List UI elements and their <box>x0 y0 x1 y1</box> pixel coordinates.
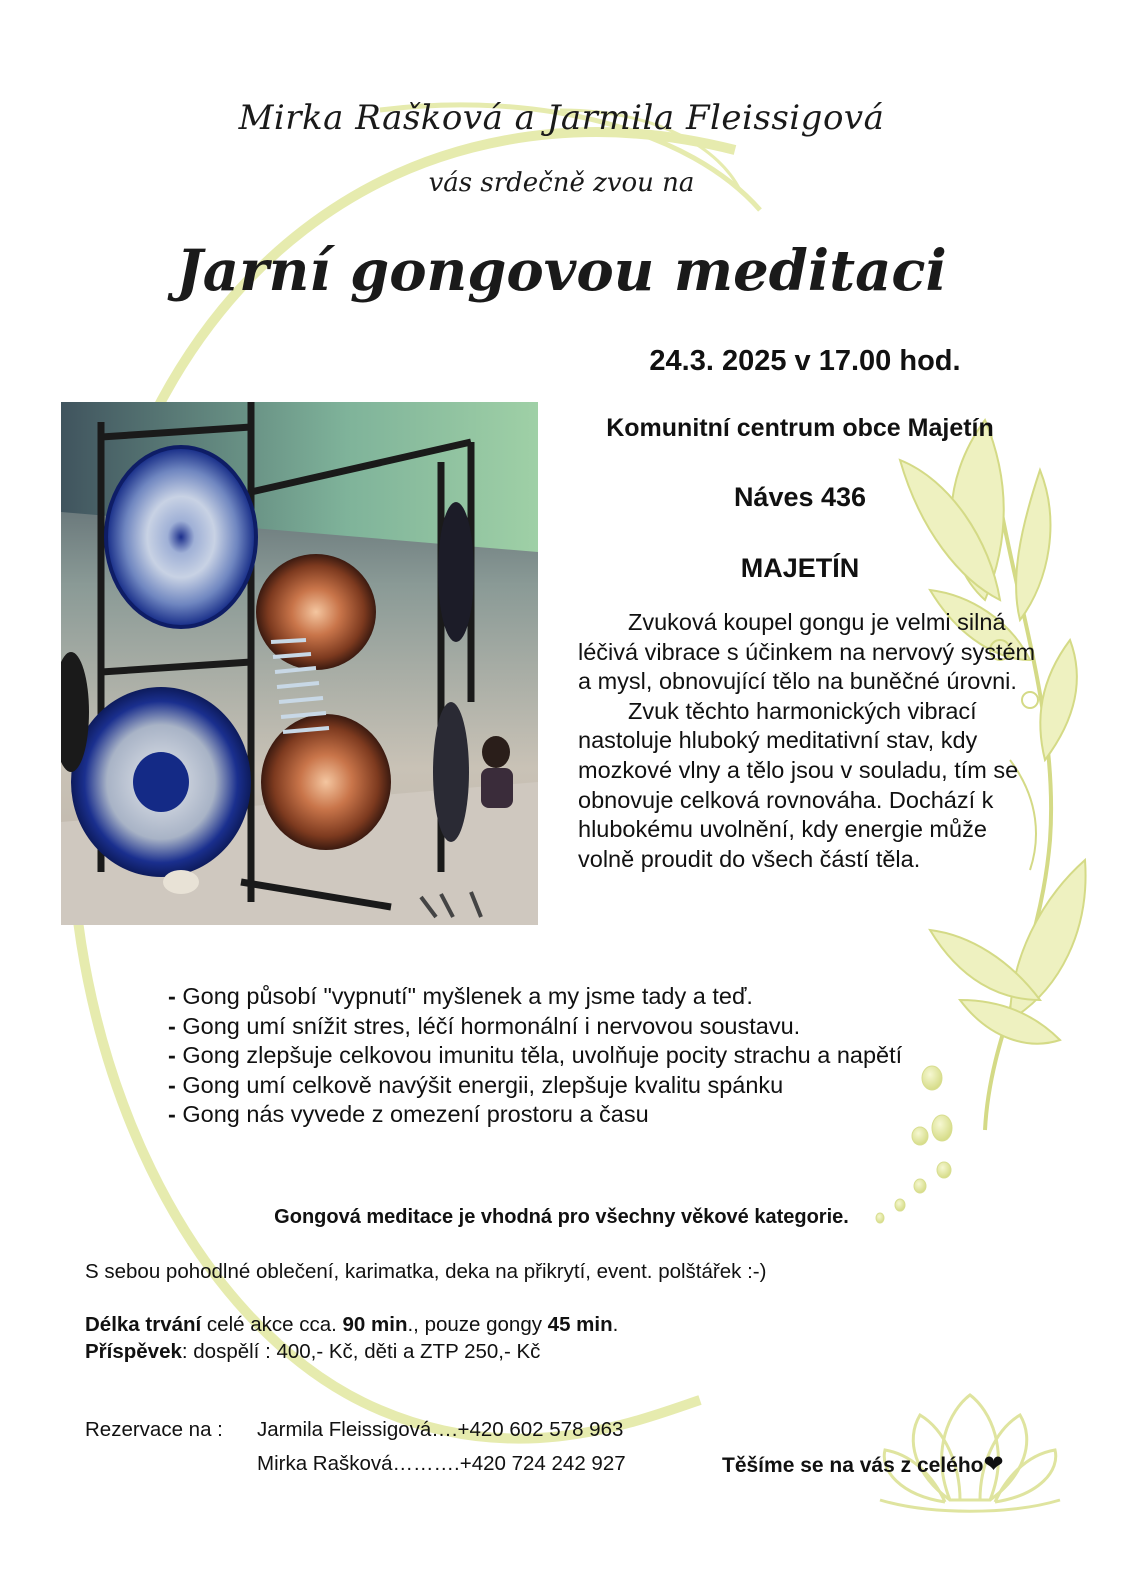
bring-items: S sebou pohodlné oblečení, karimatka, deka na přikrytí, event. polštářek :-) <box>85 1260 767 1283</box>
event-street: Náves 436 <box>733 482 867 512</box>
duration-line: Délka trvání celé akce cca. 90 min., pouze gongy 45 min. <box>85 1313 619 1336</box>
reservation-contact-2: Mirka Rašková……….+420 724 242 927 <box>257 1452 626 1475</box>
heart-icon: ❤ <box>983 1451 1004 1478</box>
list-item: - Gong umí celkově navýšit energii, zlepšuje kvalitu spánku <box>168 1071 784 1098</box>
reservation-label: Rezervace na : <box>85 1418 223 1441</box>
list-item: - Gong působí "vypnutí" myšlenek a my jsme tady a teď. <box>168 983 753 1009</box>
event-venue: Komunitní centrum obce Majetín <box>606 414 994 442</box>
description-paragraph-1: Zvuková koupel gongu je velmi silná léčivá vibrace s účinkem na nervový systém a mysl, obnovující tělo na buněčné úrovni. <box>578 609 1036 695</box>
age-note: Gongová meditace je vhodná pro všechny věkové kategorie. <box>274 1206 849 1228</box>
fee-label: Příspěvek <box>85 1340 182 1363</box>
invitation-line: vás srdečně zvou na <box>428 168 695 198</box>
closing-line: Těšíme se na vás z celého❤ <box>722 1451 1004 1478</box>
event-city: MAJETÍN <box>740 553 860 583</box>
organizers-line: Mirka Rašková a Jarmila Fleissigová <box>238 98 885 138</box>
duration-label: Délka trvání <box>85 1313 202 1336</box>
list-item: - Gong umí snížit stres, léčí hormonální i nervovou soustavu. <box>168 1012 801 1039</box>
reservation-contact-1: Jarmila Fleissigová….+420 602 578 963 <box>257 1418 624 1441</box>
event-datetime: 24.3. 2025 v 17.00 hod. <box>649 345 961 377</box>
benefits-list <box>168 982 1068 1130</box>
list-item: - Gong nás vyvede z omezení prostoru a času <box>168 1101 649 1128</box>
description-paragraph-2: Zvuk těchto harmonických vibrací nastoluje hluboký meditativní stav, kdy mozkové vlny a tělo jsou v souladu, tím se obnovuje celková rovnováha. Dochází k hlubokému uvolnění, kdy energie může volně proudit do všech částí těla. <box>578 697 1019 872</box>
gong-photo <box>61 402 538 925</box>
duration-total: 90 min <box>342 1313 408 1336</box>
duration-gongs: 45 min <box>547 1313 613 1336</box>
fee-text: : dospělí : 400,- Kč, děti a ZTP 250,- Kč <box>181 1340 541 1363</box>
fee-line <box>85 1340 540 1364</box>
list-item: - Gong zlepšuje celkovou imunitu těla, uvolňuje pocity strachu a napětí <box>168 1042 903 1069</box>
event-title: Jarní gongovou meditaci <box>176 238 947 304</box>
description <box>578 608 1048 874</box>
